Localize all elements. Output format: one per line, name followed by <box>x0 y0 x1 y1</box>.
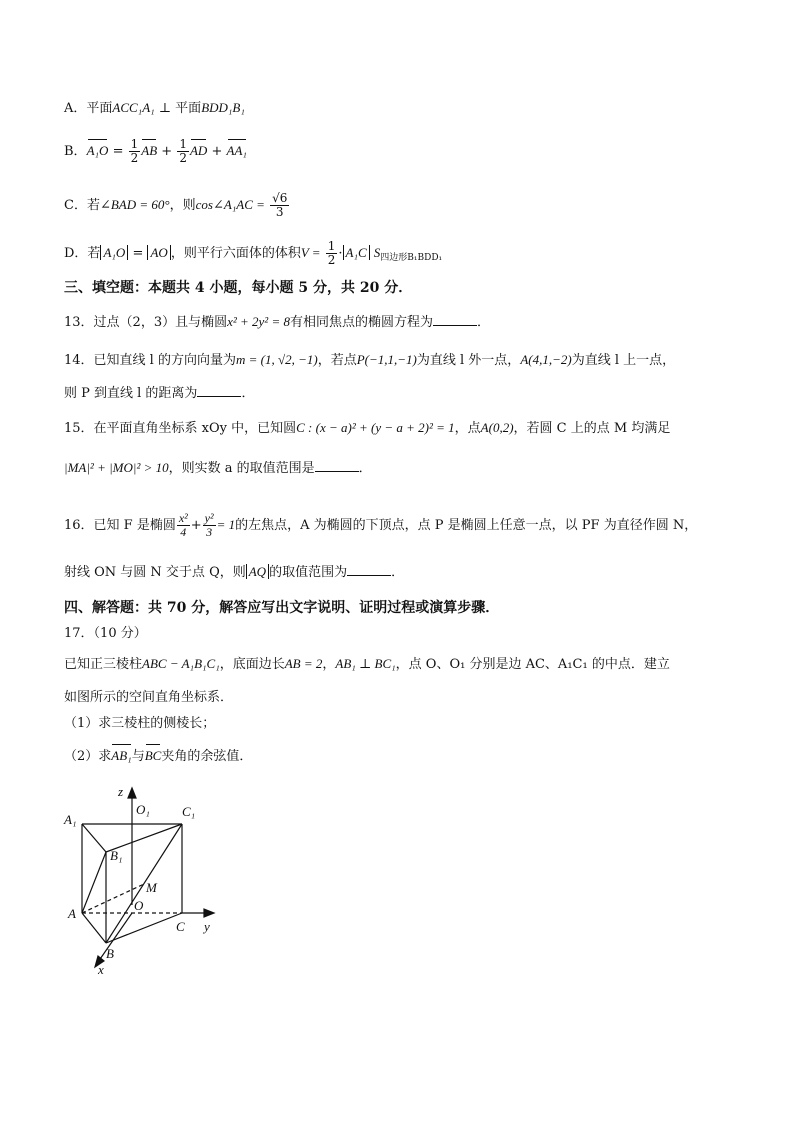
q16-frac-x: $\frac{\text{x²}}{4}$ <box>178 511 188 539</box>
option-c-prefix: C．若 <box>64 198 100 213</box>
q15-text3: ，若圆 C 上的点 M 均满足 <box>513 421 671 436</box>
q15-pt: A(0,2) <box>480 420 514 435</box>
q17-line1d: ，点 O、O₁ 分别是边 AC、A₁C₁ 的中点．建立 <box>395 657 670 672</box>
question-17-head: 17．（10 分） <box>64 626 147 641</box>
q14-text1: 14．已知直线 l 的方向向量为 <box>64 353 236 368</box>
option-b-frac2: $\frac{1}{2}$ <box>179 137 187 165</box>
section-fill-heading: 三、填空题：本题共 4 小题，每小题 5 分，共 20 分． <box>64 280 413 296</box>
q15-text1: 15．在平面直角坐标系 xOy 中，已知圆 <box>64 421 297 436</box>
q17-line1c: ， <box>322 657 336 672</box>
option-d-s: S <box>373 245 381 260</box>
q16-plus: + <box>190 518 202 533</box>
q14-m: m = (1, √2, −1) <box>235 352 318 367</box>
q15-circle: C : (x − a)² + (y − a + 2)² = 1 <box>296 420 455 435</box>
option-b-plus1: + <box>161 144 173 159</box>
q15-ineq: |MA|² + |MO|² > 10 <box>64 460 169 475</box>
option-b-prefix: B． <box>64 144 87 159</box>
option-a-plane1: ACC₁A₁ <box>112 100 155 115</box>
q16-text3: 的取值范围为 <box>269 565 348 580</box>
q13-end: ． <box>477 315 491 330</box>
edge-a-b <box>82 913 106 943</box>
question-17-part2 <box>64 746 252 767</box>
z-axis-arrow <box>128 788 136 798</box>
option-b-v3: AA₁ <box>227 141 247 161</box>
label-a: A <box>68 906 76 921</box>
q17-p2a: （2）求 <box>64 749 112 764</box>
q15-text2: ，点 <box>454 421 481 436</box>
edge-b-c <box>106 913 182 943</box>
q14-text3: 为直线 l 外一点， <box>416 353 521 368</box>
q17-ab: AB = 2 <box>284 656 323 671</box>
q14-text2: ，若点 <box>317 353 357 368</box>
q16-line2: 射线 ON 与圆 N 交于点 Q，则 <box>64 565 246 580</box>
question-17-line1 <box>64 654 670 675</box>
q16-end: ． <box>391 565 405 580</box>
question-17-line2: 如图所示的空间直角坐标系． <box>64 690 234 705</box>
label-c1: C₁ <box>182 804 196 819</box>
option-d <box>64 240 442 268</box>
label-a1: A₁ <box>64 812 77 827</box>
option-b-frac1: $\frac{1}{2}$ <box>130 137 139 165</box>
option-a <box>64 98 245 119</box>
q16-text1: 16．已知 F 是椭圆 <box>64 518 176 533</box>
option-c <box>64 192 290 219</box>
q13-blank <box>433 313 477 326</box>
option-d-cond1: A₁O <box>100 245 128 260</box>
prism-figure <box>58 780 258 980</box>
q13-eq: x² + 2y² = 8 <box>227 314 290 329</box>
q17-v2: BC <box>145 746 162 766</box>
option-d-then: ，则平行六面体的体积 <box>170 246 301 261</box>
q17-p2c: 夹角的余弦值． <box>161 749 253 764</box>
option-d-v: V = <box>300 245 321 260</box>
question-14-line2 <box>64 384 254 404</box>
q17-line1a: 已知正三棱柱 <box>64 657 143 672</box>
label-o: O <box>134 898 144 913</box>
option-b-plus2: + <box>211 144 223 159</box>
q14-end: ． <box>241 386 255 401</box>
option-a-mid: 平面 <box>175 101 202 116</box>
q17-perp: AB₁ ⊥ BC₁ <box>335 656 396 671</box>
edge-a1-b1 <box>82 824 106 852</box>
label-b1: B₁ <box>110 848 123 863</box>
q16-eq1: = 1 <box>216 517 236 532</box>
question-14 <box>64 350 675 371</box>
option-d-cond2: AO <box>147 245 170 260</box>
q15-text4: ，则实数 a 的取值范围是 <box>168 461 315 476</box>
option-a-prefix: A．平面 <box>64 101 113 116</box>
option-b-v1: AB <box>141 141 157 161</box>
q16-blank <box>347 563 391 576</box>
section-solve-heading: 四、解答题：共 70 分，解答应写出文字说明、证明过程或演算步骤． <box>64 600 500 616</box>
question-16 <box>64 512 697 539</box>
option-d-eq: = <box>132 246 144 261</box>
option-d-a1c: A₁C <box>343 245 370 260</box>
label-b: B <box>106 946 114 961</box>
q15-end: ． <box>358 461 372 476</box>
label-o1: O₁ <box>136 802 150 817</box>
question-13 <box>64 312 490 333</box>
option-b <box>64 138 247 165</box>
question-16-line2 <box>64 563 404 583</box>
q16-text2: 的左焦点，A 为椭圆的下顶点，点 P 是椭圆上任意一点，以 PF 为直径作圆 N， <box>235 518 698 533</box>
option-b-v2: AD <box>190 141 207 161</box>
q14-a: A(4,1,−2) <box>520 352 572 367</box>
q14-line2: 则 P 到直线 l 的距离为 <box>64 386 198 401</box>
option-d-frac: $\frac{1}{2}$ <box>327 239 336 267</box>
label-z: z <box>118 784 124 799</box>
option-d-dot: · <box>338 246 343 261</box>
y-axis-arrow <box>204 909 214 917</box>
q17-line1b: ，底面边长 <box>219 657 285 672</box>
q13-text2: 有相同焦点的椭圆方程为 <box>289 315 433 330</box>
option-c-then: ，则 <box>169 198 196 213</box>
q15-blank <box>315 459 359 472</box>
q17-p2b: 与 <box>131 749 145 764</box>
q17-v1: AB₁ <box>111 746 131 766</box>
label-x: x <box>98 962 104 977</box>
q14-p: P(−1,1,−1) <box>356 352 417 367</box>
q13-text1: 13．过点（2，3）且与椭圆 <box>64 315 228 330</box>
x-axis <box>98 913 132 962</box>
q14-text4: 为直线 l 上一点， <box>571 353 676 368</box>
option-b-lhs: A₁O <box>87 141 109 161</box>
option-a-plane2: BDD₁B₁ <box>201 100 245 115</box>
q16-aq: AQ <box>246 564 269 579</box>
option-c-angle: ∠BAD = 60° <box>99 197 170 212</box>
diagonal-b-c1 <box>106 824 182 943</box>
option-d-s-sub: 四边形B₁BDD₁ <box>380 253 443 263</box>
question-15-line2 <box>64 458 372 479</box>
option-a-perp: ⊥ <box>158 101 172 116</box>
q16-frac-y: $\frac{\text{y²}}{3}$ <box>204 511 214 539</box>
question-17-part1: （1）求三棱柱的侧棱长； <box>64 716 216 731</box>
q17-prism: ABC − A₁B₁C₁ <box>142 656 220 671</box>
label-m: M <box>146 880 157 895</box>
option-d-prefix: D．若 <box>64 246 101 261</box>
label-y: y <box>204 919 210 934</box>
label-c: C <box>176 919 185 934</box>
question-15 <box>64 418 670 439</box>
option-b-eq: = <box>112 144 124 159</box>
option-c-frac: $\frac{√6}{3}$ <box>272 191 288 219</box>
option-c-cos: cos∠A₁AC = <box>195 197 265 212</box>
q14-blank <box>197 384 241 397</box>
